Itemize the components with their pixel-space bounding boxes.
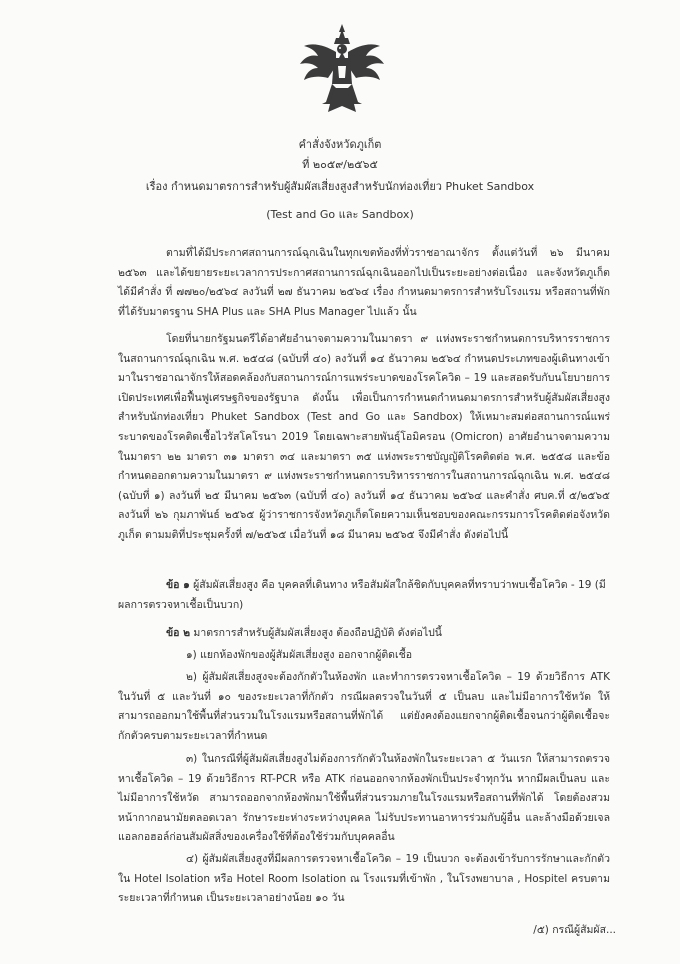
clause-2-text: มาตรการสำหรับผู้สัมผัสเสี่ยงสูง ต้องถือปฏิบัติ ดังต่อไปนี้ [193,627,442,639]
subitem-3: ๓) ในกรณีที่ผู้สัมผัสเสี่ยงสูงไม่ต้องการกักตัวในห้องพักในระยะเวลา ๕ วันแรก ให้สามารถตรวจหาเชื้อโควิด – 19 ด้วยวิธีการ RT-PCR หรือ ATK ก่อนออกจากห้องพักเป็นประจำทุกวัน หากมีผลเป็นลบ และไม่มีอาการใช้หวัด สามารถออกจากห้องพักมาใช้พื้นที่ส่วนรวมภายในโรงแรมหรือสถานที่พักได้ โดยต้องสวมหน้ากากอนามัยตลอดเวลา รักษาระยะห่างระหว่างบุคคล ไม่รับประทานอาหารร่วมกับผู้อื่น และล้างมือด้วยเจลแอลกอฮอล์ก่อนสัมผัสสิ่งของเครื่องใช้ที่ต้องใช้ร่วมกับบุคคลอื่น [118,753,610,844]
order-title: คำสั่งจังหวัดภูเก็ต [298,138,382,151]
paragraph-authority: โดยที่นายกรัฐมนตรีได้อาศัยอำนาจตามความในมาตรา ๙ แห่งพระราชกำหนดการบริหารราชการในสถานการณ์ฉุกเฉิน พ.ศ. ๒๕๔๘ (ฉบับที่ ๔๐) ลงวันที่ ๑๔ ธันวาคม ๒๕๖๔ กำหนดประเภทของผู้เดินทางเข้ามาในราชอาณาจักรให้สอดคล้องกับสถานการณ์การแพร่ระบาดของโรคโควิด – 19 และสอดรับกับนโยบายการเปิดประเทศเพื่อฟื้นฟูเศรษฐกิจของรัฐบาล ดังนั้น เพื่อเป็นการกำหนดกำหนดมาตรการสำหรับผู้สัมผัสเสี่ยงสูงสำหรับนักท่องเที่ยว Phuket Sandbox (Test and Go และ Sandbox) ให้เหมาะสมต่อสถานการณ์แพร่ระบาดของโรคติดเชื้อไวรัสโคโรนา 2019 โดยเฉพาะสายพันธุ์โอมิครอน (Omicron) อาศัยอำนาจตามความในมาตรา ๒๒ มาตรา ๓๑ มาตรา ๓๔ และมาตรา ๓๕ แห่งพระราชบัญญัติโรคติดต่อ พ.ศ. ๒๕๕๘ และข้อกำหนดออกตามความในมาตรา ๙ แห่งพระราชกำหนดการบริหารราชการในสถานการณ์ฉุกเฉิน พ.ศ. ๒๕๔๘ (ฉบับที่ ๑) ลงวันที่ ๒๕ มีนาคม ๒๕๖๓ (ฉบับที่ ๔๐) ลงวันที่ ๑๔ ธันวาคม ๒๕๖๔ และคำสั่ง ศบค.ที่ ๕/๒๕๖๕ ลงวันที่ ๒๖ กุมภาพันธ์ ๒๕๖๕ ผู้ว่าราชการจังหวัดภูเก็ตโดยความเห็นชอบของคณะกรรมการโรคติดต่อจังหวัดภูเก็ต ตามมติที่ประชุมครั้งที่ ๗/๒๕๖๕ เมื่อวันที่ ๑๘ มีนาคม ๒๕๖๕ จึงมีคำสั่ง ดังต่อไปนี้ [118,333,610,541]
clause-1-text: ผู้สัมผัสเสี่ยงสูง คือ บุคคลที่เดินทาง หรือสัมผัสใกล้ชิดกับบุคคลที่ทราบว่าพบเชื้อโควิด - 19 (มีผลการตรวจหาเชื้อเป็นบวก) [118,579,606,611]
clause-1-number: ข้อ ๑ [166,579,190,591]
paragraph-intro: ตามที่ได้มีประกาศสถานการณ์ฉุกเฉินในทุกเขตท้องที่ทั่วราชอาณาจักร ตั้งแต่วันที่ ๒๖ มีนาคม ๒๕๖๓ และได้ขยายระยะเวลาการประกาศสถานการณ์ฉุกเฉินออกไปเป็นระยะอย่างต่อเนื่อง และจังหวัดภูเก็ตได้มีคำสั่ง ที่ ๗๗๒๐/๒๕๖๔ ลงวันที่ ๒๗ ธันวาคม ๒๕๖๔ เรื่อง กำหนดมาตรการสำหรับโรงแรม หรือสถานที่พักที่ได้รับมาตรฐาน SHA Plus และ SHA Plus Manager ไปแล้ว นั้น [118,247,610,318]
garuda-emblem-icon [296,22,388,118]
subject-subline: (Test and Go และ Sandbox) [266,208,414,221]
continuation-reference: /๕) กรณีผู้สัมผัส... [533,924,616,936]
clause-2-number: ข้อ ๒ [166,627,191,639]
clause-2 [118,624,610,644]
clause-1 [118,576,610,615]
subitem-1: ๑) แยกห้องพักของผู้สัมผัสเสี่ยงสูง ออกจากผู้ติดเชื้อ [186,649,413,661]
subject-line: เรื่อง กำหนดมาตรการสำหรับผู้สัมผัสเสี่ยงสูงสำหรับนักท่องเที่ยว Phuket Sandbox [145,180,535,193]
order-number: ที่ ๒๐๕๙/๒๕๖๕ [302,158,378,171]
subitem-2: ๒) ผู้สัมผัสเสี่ยงสูงจะต้องกักตัวในห้องพัก และทำการตรวจหาเชื้อโควิด – 19 ด้วยวิธีการ ATK ในวันที่ ๕ และวันที่ ๑๐ ของระยะเวลาที่กักตัว กรณีผลตรวจในวันที่ ๕ เป็นลบ และไม่มีอาการใช้หวัด ให้สามารถออกมาใช้พื้นที่ส่วนรวมในโรงแรมหรือสถานที่พักได้ แต่ยังคงต้องแยกจากผู้ติดเชื้อจนกว่าผู้ติดเชื้อจะกักตัวครบตามระยะเวลาที่กำหนด [118,671,610,742]
subitem-4: ๔) ผู้สัมผัสเสี่ยงสูงที่มีผลการตรวจหาเชื้อโควิด – 19 เป็นบวก จะต้องเข้ารับการรักษาและกักตัวใน Hotel Isolation หรือ Hotel Room Isolation ณ โรงแรมที่เข้าพัก , ในโรงพยาบาล , Hospitel ครบตามระยะเวลาที่กำหนด เป็นระยะเวลาอย่างน้อย ๑๐ วัน [118,853,610,905]
